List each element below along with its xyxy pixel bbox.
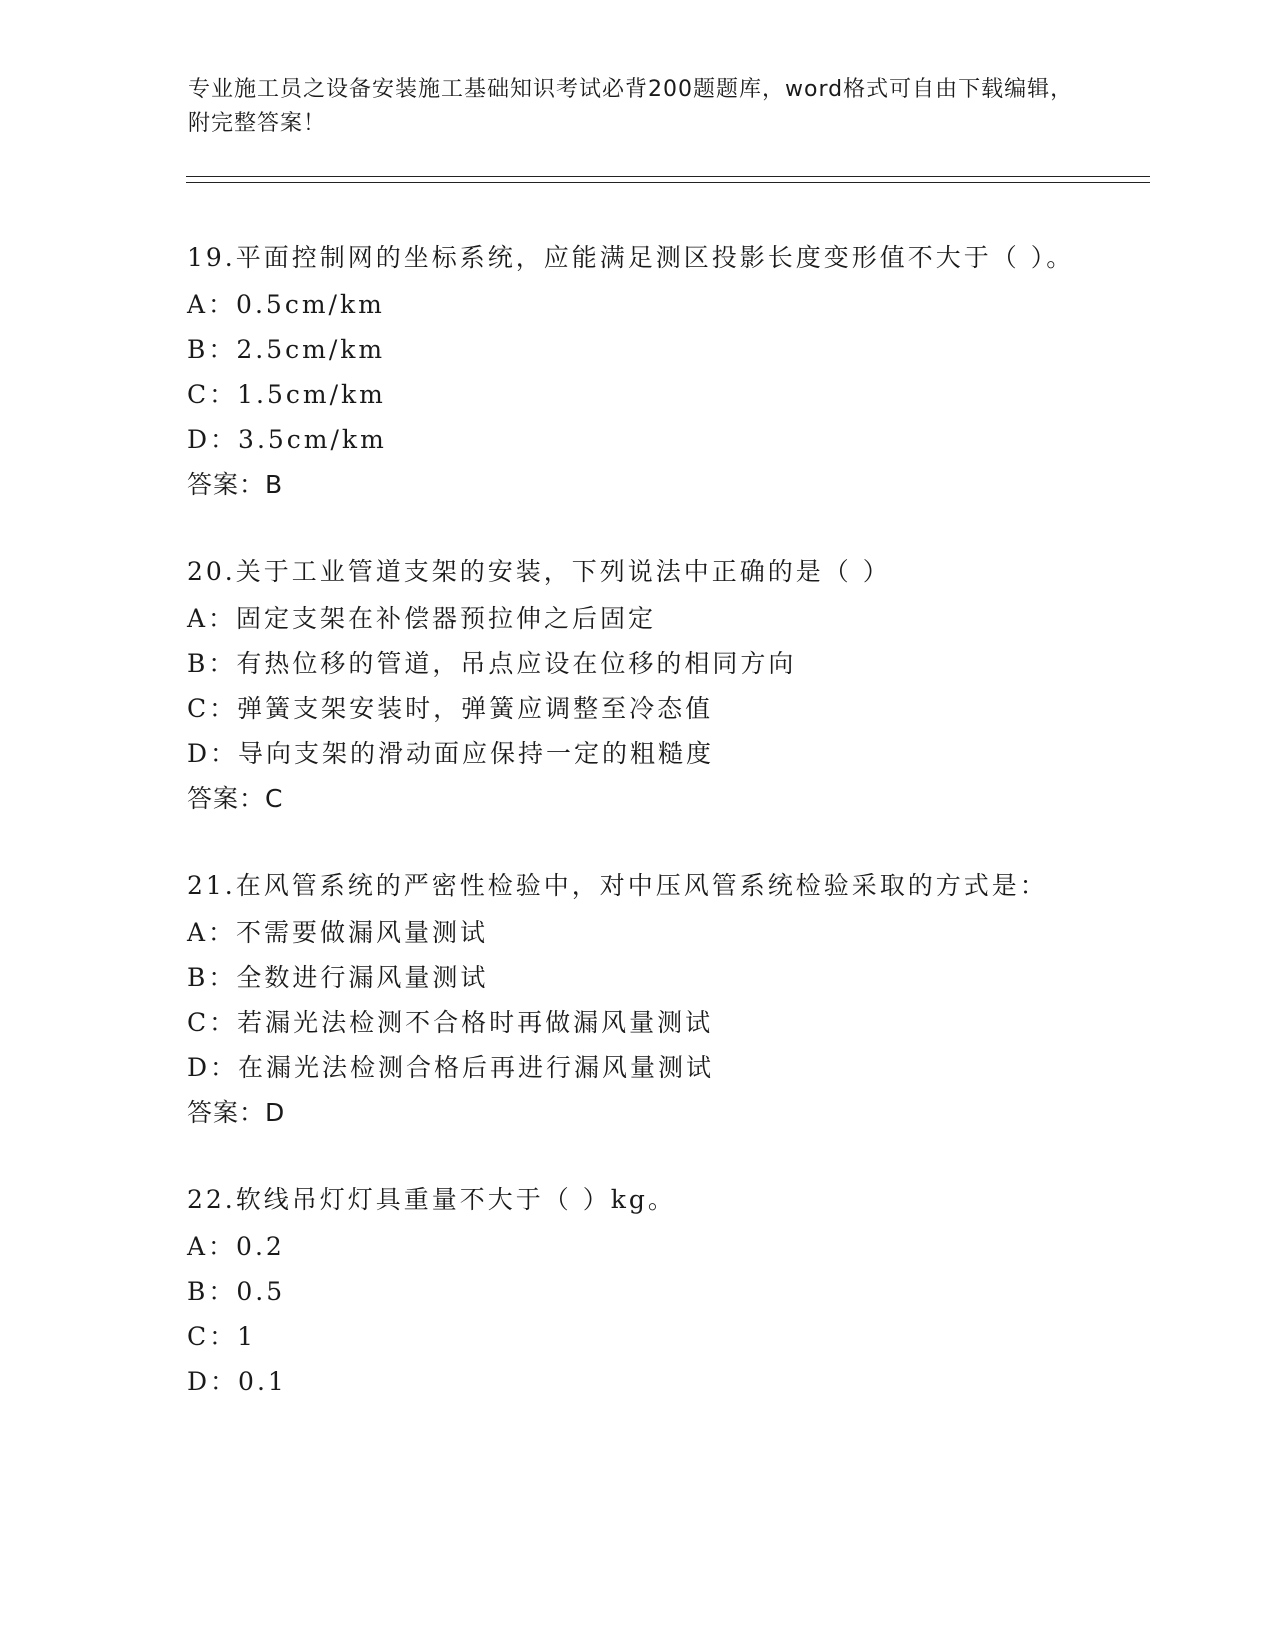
option-a: A：0.5cm/km [187, 290, 385, 319]
header-divider-bottom [186, 182, 1150, 183]
question-22 [187, 1176, 1087, 1404]
option-d: D：导向支架的滑动面应保持一定的粗糙度 [187, 739, 715, 768]
option-a: A：0.2 [187, 1232, 285, 1261]
question-stem: 20.关于工业管道支架的安装，下列说法中正确的是（ ） [187, 557, 891, 586]
question-stem: 22.软线吊灯灯具重量不大于（ ）kg。 [187, 1185, 676, 1214]
document-header: 专业施工员之设备安装施工基础知识考试必背200题题库，word格式可自由下载编辑，附完整答案！ [188, 77, 1074, 136]
option-d: D：0.1 [187, 1367, 287, 1396]
question-19 [187, 234, 1087, 508]
option-b: B：0.5 [187, 1277, 286, 1306]
option-b: B：2.5cm/km [187, 335, 386, 364]
answer-line: 答案：C [187, 784, 284, 813]
question-21 [187, 862, 1087, 1136]
question-list [187, 234, 1087, 1444]
option-b: B：全数进行漏风量测试 [187, 963, 489, 992]
option-a: A：不需要做漏风量测试 [187, 918, 489, 947]
option-b: B：有热位移的管道，吊点应设在位移的相同方向 [187, 649, 797, 678]
option-c: C：弹簧支架安装时，弹簧应调整至冷态值 [187, 694, 714, 723]
option-d: D：在漏光法检测合格后再进行漏风量测试 [187, 1053, 715, 1082]
question-stem: 19.平面控制网的坐标系统，应能满足测区投影长度变形值不大于（ ）。 [187, 243, 1075, 272]
question-stem: 21.在风管系统的严密性检验中，对中压风管系统检验采取的方式是： [187, 871, 1048, 900]
header-divider-top [186, 176, 1150, 177]
option-c: C：若漏光法检测不合格时再做漏风量测试 [187, 1008, 714, 1037]
option-c: C：1 [187, 1322, 257, 1351]
option-c: C：1.5cm/km [187, 380, 386, 409]
option-a: A：固定支架在补偿器预拉伸之后固定 [187, 604, 657, 633]
answer-line: 答案：B [187, 470, 284, 499]
option-d: D：3.5cm/km [187, 425, 387, 454]
question-20 [187, 548, 1087, 822]
answer-line: 答案：D [187, 1098, 286, 1127]
